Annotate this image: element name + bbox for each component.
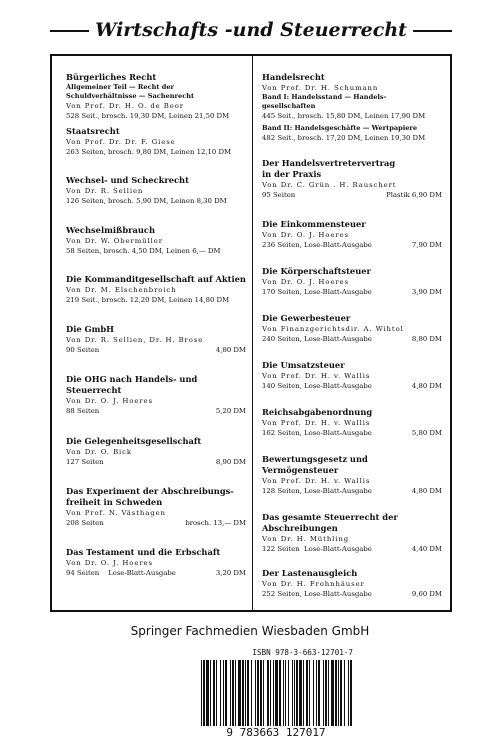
book-entry [66,324,246,355]
book-author: Von Prof. Dr. H. v. Wallis [262,372,371,380]
book-author: Von Prof. Dr. H. v. Wallis [262,477,371,485]
book-author: Von Dr. H. Müthling [262,535,350,543]
book-author: Von Dr. C. Grün . H. Rauschert [262,181,397,189]
book-price-right: 3,90 DM [411,288,442,296]
barcode-bar [257,660,259,726]
book-price-left: 162 Seiten, Lose-Blatt-Ausgabe [262,429,372,437]
barcode-bar [206,660,209,726]
barcode-bar [235,660,236,726]
barcode-bar [260,660,262,726]
barcode-bar [348,660,349,726]
book-price-left: 94 Seiten Lose-Blatt-Ausgabe [66,569,176,577]
book-price-left: 263 Seiten, brosch. 9,80 DM, Leinen 12,10 DM [66,148,232,156]
book-price-left: 240 Seiten, Lose-Blatt-Ausgabe [262,335,372,343]
book-author: Von Dr. O. Bick [66,448,132,456]
catalog-frame [50,54,452,612]
barcode-bar [283,660,284,726]
barcode-bar [238,660,241,726]
book-price [66,295,246,305]
book-author: Von Finanzgerichtsdir. A. Wihtol [262,325,404,333]
header [50,18,452,42]
book-entry [262,158,442,200]
book-price-right: brosch. 13,— DM [185,519,246,527]
book-title: Die Gelegenheitsgesellschaft [66,436,202,446]
book-author: Von Dr. M. Elschenbroich [66,286,177,294]
book-price [262,334,442,344]
barcode-bar [230,660,231,726]
book-entry [262,219,442,250]
book-price [66,147,246,157]
book-author: Von Dr. O. J. Hoeres [66,397,153,405]
book-entry [66,72,246,121]
book-title: Die Körperschaftsteuer [262,266,371,276]
book-title: Die OHG nach Handels- und Steuerrecht [66,374,198,395]
book-price-right: 4,80 DM [215,346,246,354]
volume-price: 482 Seit., brosch. 17,20 DM, Leinen 19,30 DM [262,134,426,142]
book-subtitle: Allgemeiner Teil — Recht der Schuldverhältnisse — Sachenrecht [66,83,195,100]
book-author: Von Prof. Dr. H. v. Wallis [262,419,371,427]
book-price-left: 528 Seit., brosch. 19,30 DM, Leinen 21,50 DM [66,112,230,120]
book-price-left: 126 Seiten, brosch. 5,90 DM, Leinen 8,30 DM [66,197,227,205]
barcode-bar [225,660,227,726]
barcode-bar [296,660,298,726]
book-entry [66,486,246,528]
book-author: Von Dr. H. Frohnhäuser [262,580,365,588]
book-entry [262,512,442,554]
book-author: Von Dr. O. J. Hoeres [262,231,349,239]
barcode-bar [316,660,317,726]
book-price-right: 4,80 DM [411,487,442,495]
book-entry [262,313,442,344]
book-author: Von Prof. N. Västhagen [66,509,166,517]
barcode-bar [275,660,278,726]
page-title: Wirtschafts -und Steuerrecht [89,18,413,42]
book-price-left: 127 Seiten [66,458,104,466]
book-price [262,381,442,391]
volume-title: Band II: Handelsgeschäfte — Wertpapiere [262,124,418,132]
barcode-bar [328,660,329,726]
volume-title: Band I: Handelsstand — Handels- gesellschaften [262,93,387,110]
book-title: Die Umsatzsteuer [262,360,345,370]
book-entry [262,266,442,297]
book-entry [66,547,246,578]
book-price [66,111,246,121]
volume-price: 445 Seit., brosch. 15,80 DM, Leinen 17,90 DM [262,112,426,120]
book-price-left: 236 Seiten, Lose-Blatt-Ausgabe [262,241,372,249]
book-price-left: 170 Seiten, Lose-Blatt-Ausgabe [262,288,372,296]
book-price [66,246,246,256]
barcode-bar [350,660,352,726]
book-entry [66,126,246,157]
barcode-bar [263,660,264,726]
book-author: Von Dr. O. J. Hoeres [262,278,349,286]
book-price [66,345,246,355]
barcode-bar [267,660,269,726]
book-author: Von Prof. Dr. H. O. de Boor [66,102,184,110]
barcode-bar [223,660,224,726]
barcode-bar [213,660,215,726]
book-price-right: 8,80 DM [411,335,442,343]
book-author: Von Dr. W. Obermüller [66,237,163,245]
book-price-left: 90 Seiten [66,346,100,354]
barcode-bar [303,660,304,726]
barcode-bar [279,660,281,726]
book-author: Von Dr. R. Sellien, Dr. H. Brose [66,336,204,344]
barcode-bar [331,660,334,726]
book-entry [262,407,442,438]
book-author: Von Dr. O. J. Hoeres [66,559,153,567]
book-price-left: 252 Seiten, Lose-Blatt-Ausgabe [262,590,372,598]
book-price-right: 5,80 DM [411,429,442,437]
book-price-left: 122 Seiten Lose-Blatt-Ausgabe [262,545,372,553]
book-price-right: 8,90 DM [215,458,246,466]
barcode-bar [294,660,295,726]
barcode-bar [288,660,289,726]
barcode-bar [232,660,234,726]
barcode-bar [220,660,221,726]
book-title: Reichsabgabenordnung [262,407,373,417]
barcode-bar [285,660,286,726]
book-entry [66,374,246,416]
barcode-number: 9 783663 127017 [226,726,326,739]
book-price-left: 95 Seiten [262,191,296,199]
barcode-bar [340,660,342,726]
book-price [262,428,442,438]
book-author: Von Prof. Dr. H. Schumann [262,84,379,92]
book-price [262,544,442,554]
barcode-bar [318,660,320,726]
book-entry [262,360,442,391]
barcode-bar [270,660,271,726]
book-title: Die Gewerbesteuer [262,313,351,323]
barcode-bar [242,660,244,726]
barcode-bar [325,660,327,726]
book-price [262,240,442,250]
book-author: Von Prof. Dr. Dr. F. Giese [66,138,176,146]
barcode-bar [309,660,310,726]
barcode-bar [251,660,252,726]
book-price [66,196,246,206]
barcode-bar [247,660,249,726]
barcode-bar [201,660,202,726]
barcode-bar [210,660,211,726]
book-price-right: 7,90 DM [411,241,442,249]
book-title: Der Lastenausgleich [262,568,358,578]
book-title: Das Experiment der Abschreibungs- freiheit in Schweden [66,486,234,507]
book-price [262,486,442,496]
barcode-bar [203,660,205,726]
barcode-bar [216,660,217,726]
book-price-right: Plastik 6,90 DM [386,191,442,199]
barcode [199,660,353,726]
book-title: Die Kommanditgesellschaft auf Aktien [66,274,246,284]
book-title: Das gesamte Steuerrecht der Abschreibungen [262,512,398,533]
book-price [262,287,442,297]
book-price-right: 4,80 DM [411,382,442,390]
book-price [66,518,246,528]
book-price [262,190,442,200]
book-title: Die GmbH [66,324,115,334]
barcode-bar [255,660,256,726]
book-entry [66,274,246,305]
barcode-bar [292,660,293,726]
book-price-left: 88 Seiten [66,407,100,415]
barcode-bar [306,660,308,726]
book-price [262,589,442,599]
book-price-left: 128 Seiten, Lose-Blatt-Ausgabe [262,487,372,495]
book-title: Der Handelsvertretervertrag in der Praxis [262,158,396,179]
barcode-bar [338,660,339,726]
book-title: Staatsrecht [66,126,120,136]
book-price-left: 58 Seiten, brosch. 4,50 DM, Leinen 6,— DM [66,247,221,255]
book-title: Die Einkommensteuer [262,219,366,229]
barcode-bar [323,660,324,726]
book-entry [262,72,442,143]
book-title: Wechsel- und Scheckrecht [66,175,189,185]
book-price-right: 3,20 DM [215,569,246,577]
column-divider [252,56,253,610]
book-title: Handelsrecht [262,72,325,82]
publisher-name: Springer Fachmedien Wiesbaden GmbH [130,624,370,638]
book-price-left: 219 Seit., brosch. 12,20 DM, Leinen 14,80 DM [66,296,230,304]
book-price-right: 4,40 DM [411,545,442,553]
barcode-bar [273,660,274,726]
barcode-bar [245,660,246,726]
book-entry [66,225,246,256]
book-title: Bewertungsgesetz und Vermögensteuer [262,454,368,475]
book-price-left: 208 Seiten [66,519,104,527]
book-price [66,568,246,578]
book-title: Das Testament und die Erbschaft [66,547,221,557]
barcode-bar [335,660,337,726]
barcode-bar [299,660,302,726]
book-price-right: 9,60 DM [411,590,442,598]
isbn-label: ISBN 978-3-663-12701-7 [252,648,353,657]
book-title: Wechselmißbrauch [66,225,156,235]
book-price [66,406,246,416]
book-entry [66,175,246,206]
book-entry [262,454,442,496]
barcode-bar [313,660,314,726]
book-author: Von Dr. R. Sellien [66,187,144,195]
book-price-left: 140 Seiten, Lose-Blatt-Ausgabe [262,382,372,390]
book-price-right: 5,20 DM [215,407,246,415]
book-price [66,457,246,467]
book-title: Bürgerliches Recht [66,72,157,82]
barcode-bar [344,660,345,726]
book-entry [66,436,246,467]
book-entry [262,568,442,599]
